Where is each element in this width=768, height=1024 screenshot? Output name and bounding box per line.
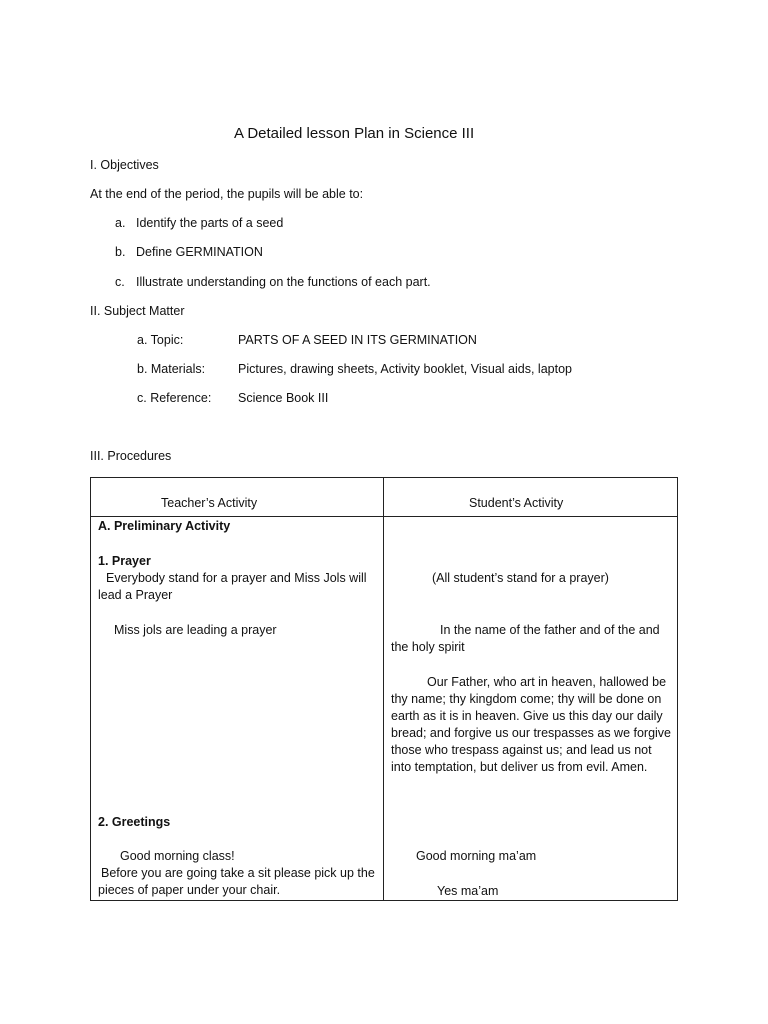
column-header-teacher: Teacher’s Activity [161,496,258,510]
section-heading-preliminary: A. Preliminary Activity [98,519,231,533]
procedures-table [90,477,678,901]
teacher-activity-cell [91,517,384,901]
subject-matter-heading: II. Subject Matter [90,304,185,318]
student-activity-cell [384,517,678,901]
subject-label: a. Topic: [137,333,184,347]
column-header-student: Student’s Activity [469,496,564,510]
student-text: In the name of the father and of the and [440,623,660,637]
objective-item: Identify the parts of a seed [136,216,284,230]
subject-value: Pictures, drawing sheets, Activity booklet, Visual aids, laptop [238,362,572,376]
teacher-text: Good morning class! [120,849,235,863]
teacher-text: lead a Prayer [98,588,173,602]
subject-value: PARTS OF A SEED IN ITS GERMINATION [238,333,477,347]
teacher-text: Miss jols are leading a prayer [114,623,277,637]
objectives-intro: At the end of the period, the pupils will be able to: [90,187,364,201]
subject-label: b. Materials: [137,362,206,376]
objective-marker: b. [115,245,126,259]
objective-marker: a. [115,216,126,230]
student-text: Good morning ma’am [416,849,537,863]
objectives-heading: I. Objectives [90,158,159,172]
student-text: Yes ma’am [437,884,499,898]
document-title: A Detailed lesson Plan in Science III [234,125,475,142]
objective-item: Define GERMINATION [136,245,263,259]
teacher-text: Everybody stand for a prayer and Miss Jols will [106,571,367,585]
student-prayer-text: Our Father, who art in heaven, hallowed be thy name; thy kingdom come; thy will be done on earth as it is in heaven. Give us this day our daily bread; and forgive us our trespasses as we forgive those who trespass against us; and lead us not into temptation, but deliver us from evil. Amen. [391,675,672,774]
subject-label: c. Reference: [137,391,212,405]
greetings-heading: 2. Greetings [98,815,171,829]
table-header-cell [91,478,384,517]
table-header-cell [384,478,678,517]
teacher-text: pieces of paper under your chair. [98,883,281,897]
table-header-row [91,478,678,517]
objective-item: Illustrate understanding on the functions of each part. [136,275,431,289]
objective-marker: c. [115,275,125,289]
student-text: the holy spirit [391,640,465,654]
teacher-text: Before you are going take a sit please pick up the [101,866,375,880]
prayer-heading: 1. Prayer [98,554,151,568]
table-row [91,517,678,901]
subject-value: Science Book III [238,391,329,405]
student-text: (All student’s stand for a prayer) [432,571,609,585]
procedures-heading: III. Procedures [90,449,172,463]
